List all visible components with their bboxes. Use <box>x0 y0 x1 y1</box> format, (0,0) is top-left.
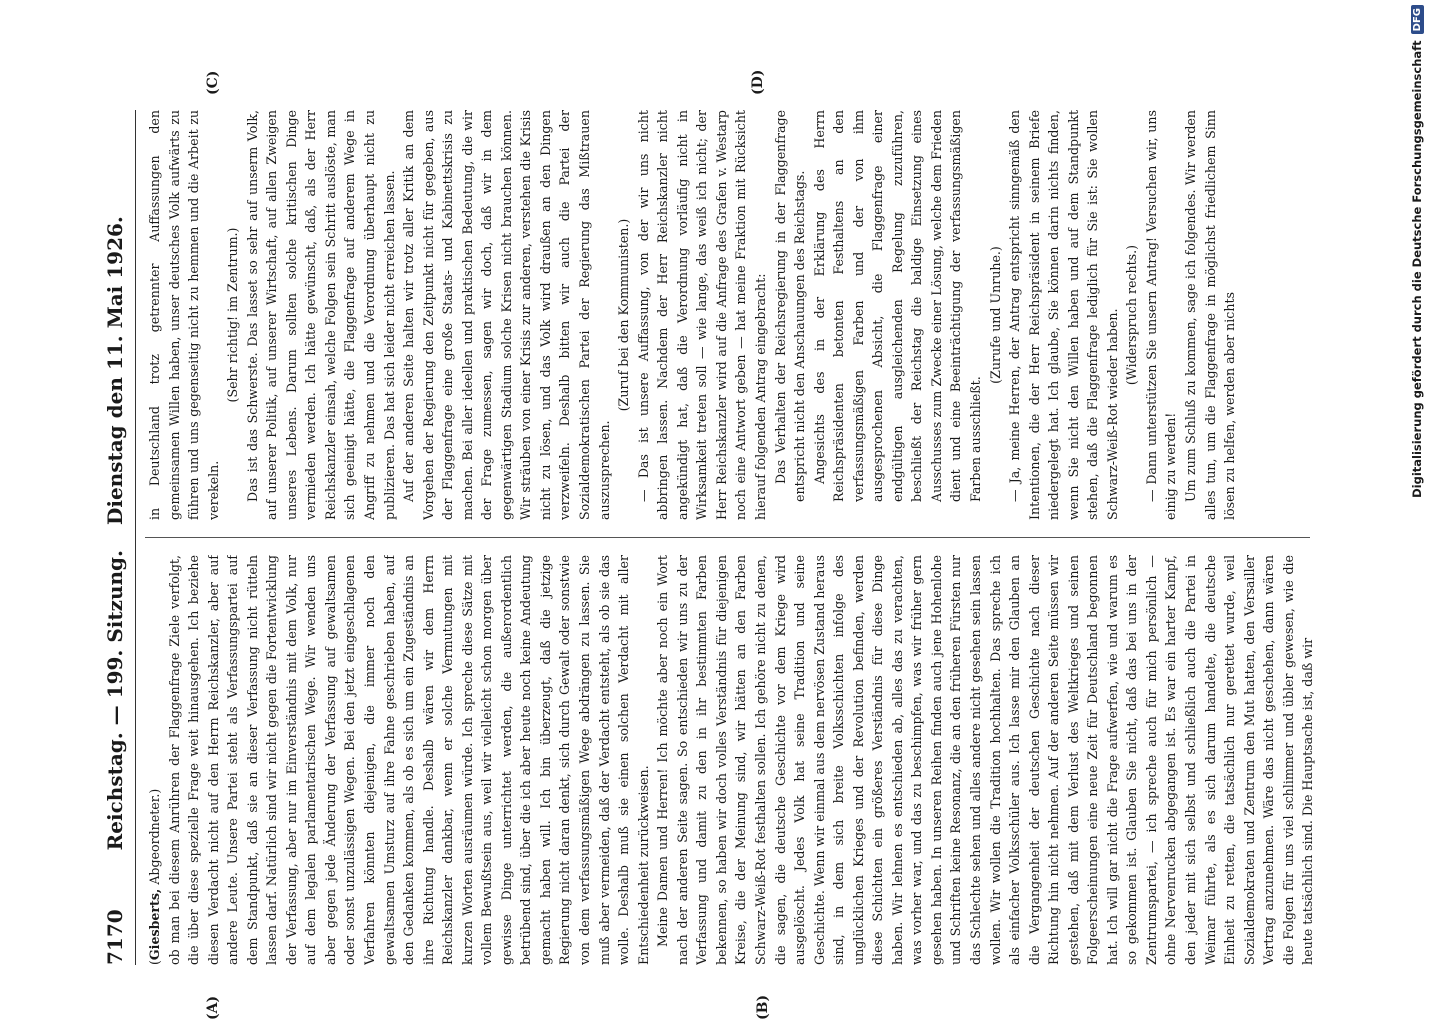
motion-text: Angesichts des in der Erklärung des Herrn Reichspräsidenten betonten Festhaltens an den verfassungsmäßigen Farben und der von ihm ausgesprochenen Absicht, die Flaggenfrage einer endgültigen ausgleichenden Regelung zuzuführen, beschließt der Reichstag die baldige Einsetzung eines Ausschusses zum Zwecke einer Lösung, welche dem Frieden dient und eine Beeinträchtigung der verfassungsmäßigen Farben ausschließt. <box>811 110 983 502</box>
paragraph: — Ja, meine Herren, der Antrag entspricht sinngemäß den Intentionen, die der Herr Reichspräsident in seinem Briefe niedergelegt hat. Ich glaube, Sie können darin nichts finden, wenn Sie nicht den Willen haben und auf dem Standpunkt stehen, daß die Flaggenfrage lediglich für Sie ist: Sie wollen Schwarz-Weiß-Rot wieder haben. <box>1007 110 1120 520</box>
margin-marker-b: (B) <box>755 994 771 1020</box>
footer-text: Digitalisierung gefördert durch die Deutsche Forschungsgemeinschaft <box>1410 40 1424 498</box>
interjection: (Sehr richtig! im Zentrum.) <box>225 227 241 403</box>
page-header <box>95 110 135 965</box>
paragraph: — Dann unterstützen Sie unsern Antrag! Versuchen wir, uns einig zu werden! <box>1143 110 1179 520</box>
column-divider <box>145 537 1310 538</box>
paragraph: ob man bei diesem Anrühren der Flaggenfrage Ziele verfolgt, die über diese spezielle Frage weit hinausgehen. Ich beziehe diesen Verdacht nicht auf den Herrn Reichskanzler, aber auf andere Leute. Unsere Partei steht als Verfassungspartei auf dem Standpunkt, daß sie an dieser Verfassung nicht rütteln lassen darf. Natürlich sind wir nicht gegen die Fortentwicklung der Verfassung, aber nur im Einverständnis mit dem Volk, nur auf dem legalen parlamentarischen Wege. Wir wenden uns aber gegen jede Änderung der Verfassung auf gewaltsamen oder sonst unzulässigen Wegen. Bei den jetzt eingeschlagenen Verfahren könnten diejenigen, die immer noch den gewaltsamen Umsturz auf ihre Fahne geschrieben haben, auf den Gedanken kommen, als ob es sich um ein Zugeständnis an ihre Richtung handle. Deshalb wären wir dem Herrn Reichskanzler dankbar, wenn er solche Vermutungen mit kurzen Worten ausräumen würde. Ich spreche diese Sätze mit vollem Bewußtsein aus, weil wir vielleicht schon morgen über gewisse Dinge unterrichtet werden, die außerordentlich betrübend sind, über die ich aber heute noch keine Andeutung gemacht haben will. Ich bin überzeugt, daß die jetzige Regierung nicht daran denkt, sich durch Gewalt oder sonstwie von dem verfassungsmäßigen Wege abdrängen zu lassen. Sie muß aber vermeiden, daß der Verdacht entsteht, als ob sie das wolle. Deshalb muß sie einen solchen Verdacht mit aller Entschiedenheit zurückweisen. <box>166 555 651 965</box>
speaker-name: Giesberts, <box>147 888 162 961</box>
motion-text: Das Verhalten der Reichsregierung in der Flaggenfrage entspricht nicht den Anschauungen des Reichstags. <box>772 110 808 502</box>
paragraph: Meine Damen und Herren! Ich möchte aber noch ein Wort nach der anderen Seite sagen. So entschieden wir uns zu der Verfassung und damit zu den in ihr bestimmten Farben bekennen, so haben wir doch volles Verständnis für diejenigen Kreise, die der Meinung sind, wir hätten an den Farben Schwarz-Weiß-Rot festhalten sollen. Ich gehöre nicht zu denen, die sagen, die deutsche Geschichte vor dem Kriege wird ausgelöscht. Jedes Volk hat seine Tradition und seine Geschichte. Wenn wir einmal aus dem nervösen Zustand heraus sind, in dem sich breite Volksschichten infolge des unglücklichen Krieges und der Revolution befinden, werden diese Schichten ein größeres Verständnis für diese Dinge haben. Wir lehnen es entschieden ab, alles das zu verachten, was vorher war, und das zu beschimpfen, was wir früher gern gesehen haben. In unseren Reihen finden auch jene Hohenlohe und Schriften keine Resonanz, die an den früheren Fürsten nur das Schlechte sehen und alles andere nicht gesehen sein lassen wollen. Wir wollen die Tradition hochhalten. Das spreche ich als einfacher Volksschüler aus. Ich lasse mir den Glauben an die Vergangenheit der deutschen Geschichte nach dieser Richtung hin nicht nehmen. Auf der anderen Seite müssen wir gestehen, daß mit dem Verlust des Weltkrieges und seinen Folgeerscheinungen eine neue Zeit für Deutschland begonnen hat. Ich will gar nicht die Frage aufwerfen, wie und warum es so gekommen ist. Glauben Sie nicht, daß das bei uns in der Zentrumspartei, — ich spreche auch für mich persönlich — ohne Nervenrucken abgegangen ist. Es war ein harter Kampf, den jeder mit sich selbst und schließlich auch die Partei in Weimar führte, als es sich darum handelte, die deutsche Einheit zu retten, die tatsächlich nur gerettet wurde, weil Sozialdemokraten und Zentrum den Mut hatten, den Versailler Vertrag anzunehmen. Wäre das nicht geschehen, dann wären die Folgen für uns viel schlimmer und übler gewesen, wie die heute tatsächlich sind. Die Hauptsache ist, daß wir <box>655 555 1315 965</box>
speaker-line: (Giesberts, Abgeordneter.) <box>147 788 162 965</box>
paragraph: in Deutschland trotz getrennter Auffassungen den gemeinsamen Willen haben, unser deutsches Volk aufwärts zu führen und uns gegenseitig nicht zu hemmen und die Arbeit zu verekeln. <box>147 110 221 520</box>
interjection: (Widerspruch rechts.) <box>1124 244 1140 386</box>
right-running-title: Dienstag den 11. Mai 1926. <box>103 216 127 525</box>
interjection: (Zuruf bei den Kommunisten.) <box>616 218 632 412</box>
speaker-role: Abgeordneter. <box>147 793 162 885</box>
dfg-logo: DFG <box>1411 5 1424 34</box>
left-running-title: Reichstag. — 199. Sitzung. <box>103 550 127 851</box>
margin-marker-d: (D) <box>750 69 766 95</box>
paragraph: Auf der anderen Seite halten wir trotz aller Kritik an dem Vorgehen der Regierung den Zeitpunkt nicht für gegeben, aus der Flaggenfrage eine große Staats- und Kabinettskrisis zu machen. Bei aller ideellen und praktischen Bedeutung, die wir der Frage zumessen, sagen wir doch, daß wir in dem gegenwärtigen Stadium solche Krisen nicht brauchen können. Wir sträuben von einer Krisis zur anderen, verstehen die Krisis nicht zu lösen, und das Volk wird draußen an den Dingen verzweifeln. Deshalb bitten wir auch die Partei der Sozialdemokratischen Partei der Regierung das Mißtrauen auszusprechen. <box>401 110 612 520</box>
margin-marker-a: (A) <box>205 995 221 1020</box>
digitization-footer <box>1406 0 1428 1000</box>
interjection: (Zurufe und Unruhe.) <box>987 246 1003 384</box>
document-page <box>95 69 1325 1020</box>
page-number: 7170 <box>103 909 127 965</box>
header-rule <box>135 110 136 965</box>
right-column <box>145 110 1315 520</box>
left-column <box>145 555 1315 965</box>
margin-marker-c: (C) <box>205 70 221 95</box>
paragraph: Das ist das Schwerste. Das lasset so sehr auf unserm Volk, auf unserer Politik, auf unserer Wirtschaft, auf allen Zweigen unseres Lebens. Darum sollten solche kritischen Dinge vermieden werden. Ich hätte gewünscht, daß, als der Herr Reichskanzler einsah, welche Folgen sein Schritt auslöste, man sich geeinigt hätte, die Flaggenfrage auf anderem Wege in Angriff zu nehmen und die Verordnung überhaupt nicht zu publizieren. Das hat sich leider nicht erreichen lassen. <box>244 110 397 520</box>
paragraph: Um zum Schluß zu kommen, sage ich folgendes. Wir werden alles tun, um die Flaggenfrage in möglichst friedlichem Sinn lösen zu helfen, werden aber nichts <box>1182 110 1238 520</box>
paragraph: — Das ist unsere Auffassung, von der wir uns nicht abbringen lassen. Nachdem der Herr Reichskanzler nicht angekündigt hat, daß die Verordnung vorläufig nicht in Wirksamkeit treten soll — wie lange, das weiß ich nicht; der Herr Reichskanzler wird auf die Anfrage des Grafen v. Westarp noch eine Antwort geben — hat meine Fraktion mit Rücksicht hierauf folgenden Antrag eingebracht: <box>635 110 768 520</box>
